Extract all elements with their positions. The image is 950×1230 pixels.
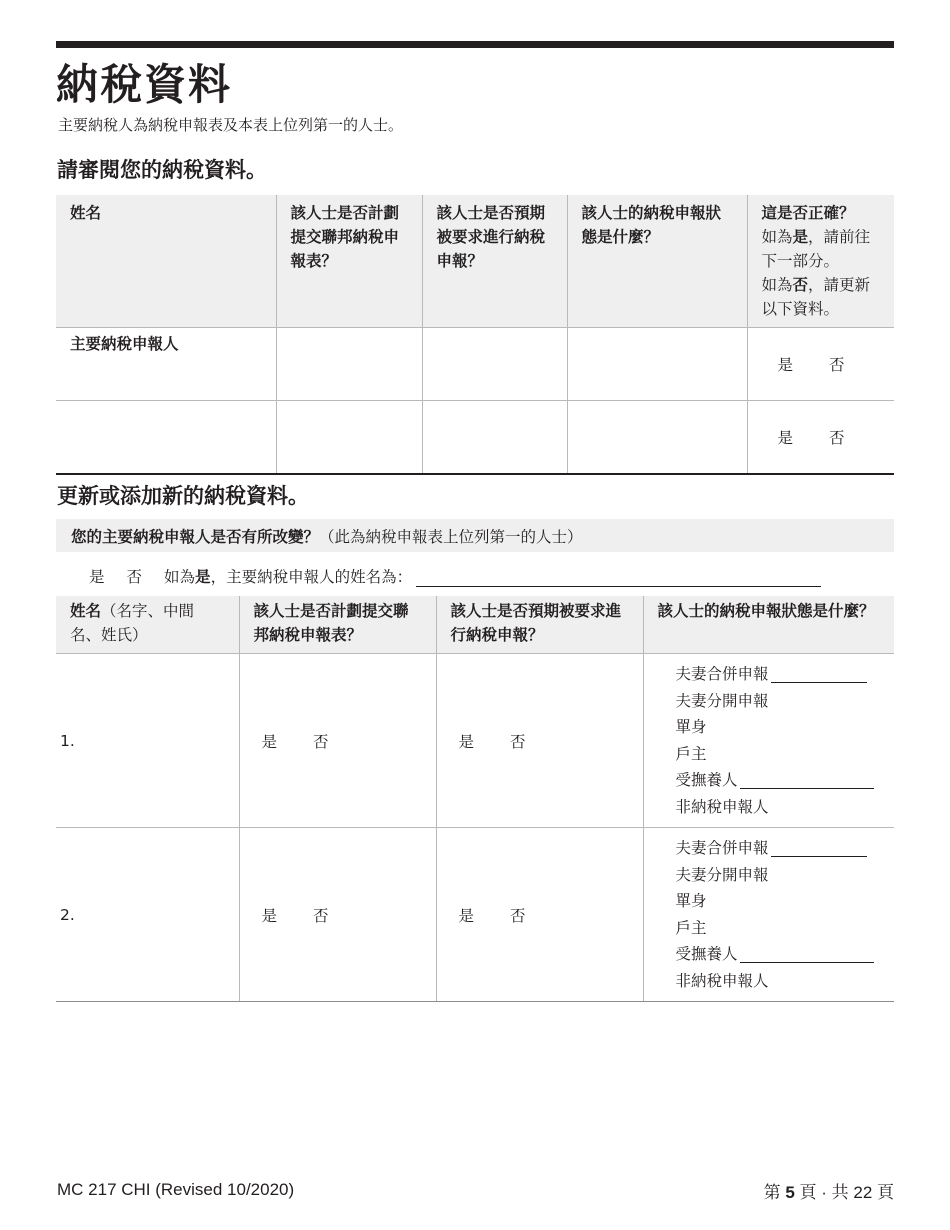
update-table — [56, 596, 894, 1002]
correct-if-no: 如為否，請更新以下資料。 — [761, 276, 871, 318]
status-option[interactable]: 戶主 — [675, 744, 707, 763]
yes-option[interactable]: 是 — [777, 356, 794, 374]
federal-cell — [239, 828, 436, 1002]
table-row — [56, 654, 894, 828]
no-option[interactable]: 否 — [829, 356, 845, 374]
name-cell: 主要納稅申報人 — [56, 328, 276, 401]
if-yes-label: 如為是，主要納稅申報人的姓名為： — [164, 568, 413, 586]
status-options — [648, 661, 891, 820]
status-cell[interactable] — [567, 401, 747, 475]
correct-if-yes: 如為是，請前往下一部分。 — [761, 228, 871, 270]
status-option[interactable]: 戶主 — [675, 918, 707, 937]
no-option[interactable]: 否 — [510, 732, 526, 751]
no-option[interactable]: 否 — [313, 732, 329, 751]
correct-cell — [747, 401, 894, 475]
review-heading: 請審閱您的納稅資料。 — [57, 158, 267, 182]
federal-cell[interactable] — [276, 401, 422, 475]
yes-option[interactable]: 是 — [261, 732, 278, 751]
status-cell — [643, 828, 894, 1002]
no-option[interactable]: 否 — [510, 906, 526, 925]
table-row — [56, 401, 894, 475]
col-federal: 該人士是否計劃提交聯邦納稅申報表？ — [276, 195, 422, 328]
required-cell[interactable] — [422, 401, 567, 475]
primary-filer-name-field[interactable] — [416, 570, 821, 587]
status-option[interactable]: 夫妻合併申報 — [676, 835, 891, 862]
correct-cell — [747, 328, 894, 401]
col-name: 姓名（名字、中間名、姓氏） — [56, 596, 239, 654]
yes-option[interactable]: 是 — [458, 732, 475, 751]
status-option[interactable]: 夫妻合併申報 — [676, 661, 891, 688]
table-row — [56, 828, 894, 1002]
review-table — [56, 195, 894, 475]
page-title: 納稅資料 — [56, 60, 233, 109]
change-question-bar — [56, 519, 894, 552]
col-required: 該人士是否預期被要求進行納稅申報？ — [422, 195, 567, 328]
col-required: 該人士是否預期被要求進行納稅申報？ — [436, 596, 643, 654]
status-cell — [643, 654, 894, 828]
required-cell — [436, 828, 643, 1002]
status-option[interactable]: 單身 — [675, 892, 707, 910]
federal-cell — [239, 654, 436, 828]
yes-option[interactable]: 是 — [458, 906, 475, 925]
col-status: 該人士的納稅申報狀態是什麼？ — [567, 195, 747, 328]
row-number[interactable]: 1. — [56, 654, 239, 828]
row-number[interactable]: 2. — [56, 828, 239, 1002]
change-answer-row — [89, 565, 821, 587]
yes-option[interactable]: 是 — [261, 906, 278, 925]
no-option[interactable]: 否 — [313, 906, 329, 925]
status-option[interactable]: 夫妻分開申報 — [675, 865, 769, 884]
status-options — [648, 835, 891, 994]
status-option[interactable]: 單身 — [675, 718, 707, 736]
status-option[interactable]: 夫妻分開申報 — [675, 691, 769, 710]
top-rule — [56, 41, 894, 48]
yes-option[interactable]: 是 — [89, 568, 105, 586]
name-cell[interactable] — [56, 401, 276, 475]
status-option[interactable]: 非納稅申報人 — [675, 971, 769, 990]
col-correct — [747, 195, 894, 328]
required-cell[interactable] — [422, 328, 567, 401]
col-status: 該人士的納稅申報狀態是什麼？ — [643, 596, 894, 654]
intro-text: 主要納稅人為納稅申報表及本表上位列第一的人士。 — [58, 116, 404, 134]
update-heading: 更新或添加新的納稅資料。 — [57, 484, 309, 508]
col-name: 姓名 — [56, 195, 276, 328]
yes-option[interactable]: 是 — [777, 429, 794, 447]
federal-cell[interactable] — [276, 328, 422, 401]
no-option[interactable]: 否 — [126, 568, 143, 586]
status-option[interactable]: 非納稅申報人 — [675, 797, 769, 816]
status-cell[interactable] — [567, 328, 747, 401]
status-option[interactable]: 受撫養人 — [676, 767, 891, 794]
correct-question: 這是否正確？ — [761, 204, 855, 222]
form-id: MC 217 CHI (Revised 10/2020) — [57, 1180, 295, 1199]
change-question: 您的主要納稅申報人是否有所改變？（此為納稅申報表上位列第一的人士） — [71, 528, 583, 546]
page-number: 第 5 頁 · 共 22 頁 — [763, 1183, 894, 1202]
required-cell — [436, 654, 643, 828]
status-option[interactable]: 受撫養人 — [676, 941, 891, 968]
no-option[interactable]: 否 — [829, 429, 845, 447]
col-federal: 該人士是否計劃提交聯邦納稅申報表？ — [239, 596, 436, 654]
table-row — [56, 328, 894, 401]
